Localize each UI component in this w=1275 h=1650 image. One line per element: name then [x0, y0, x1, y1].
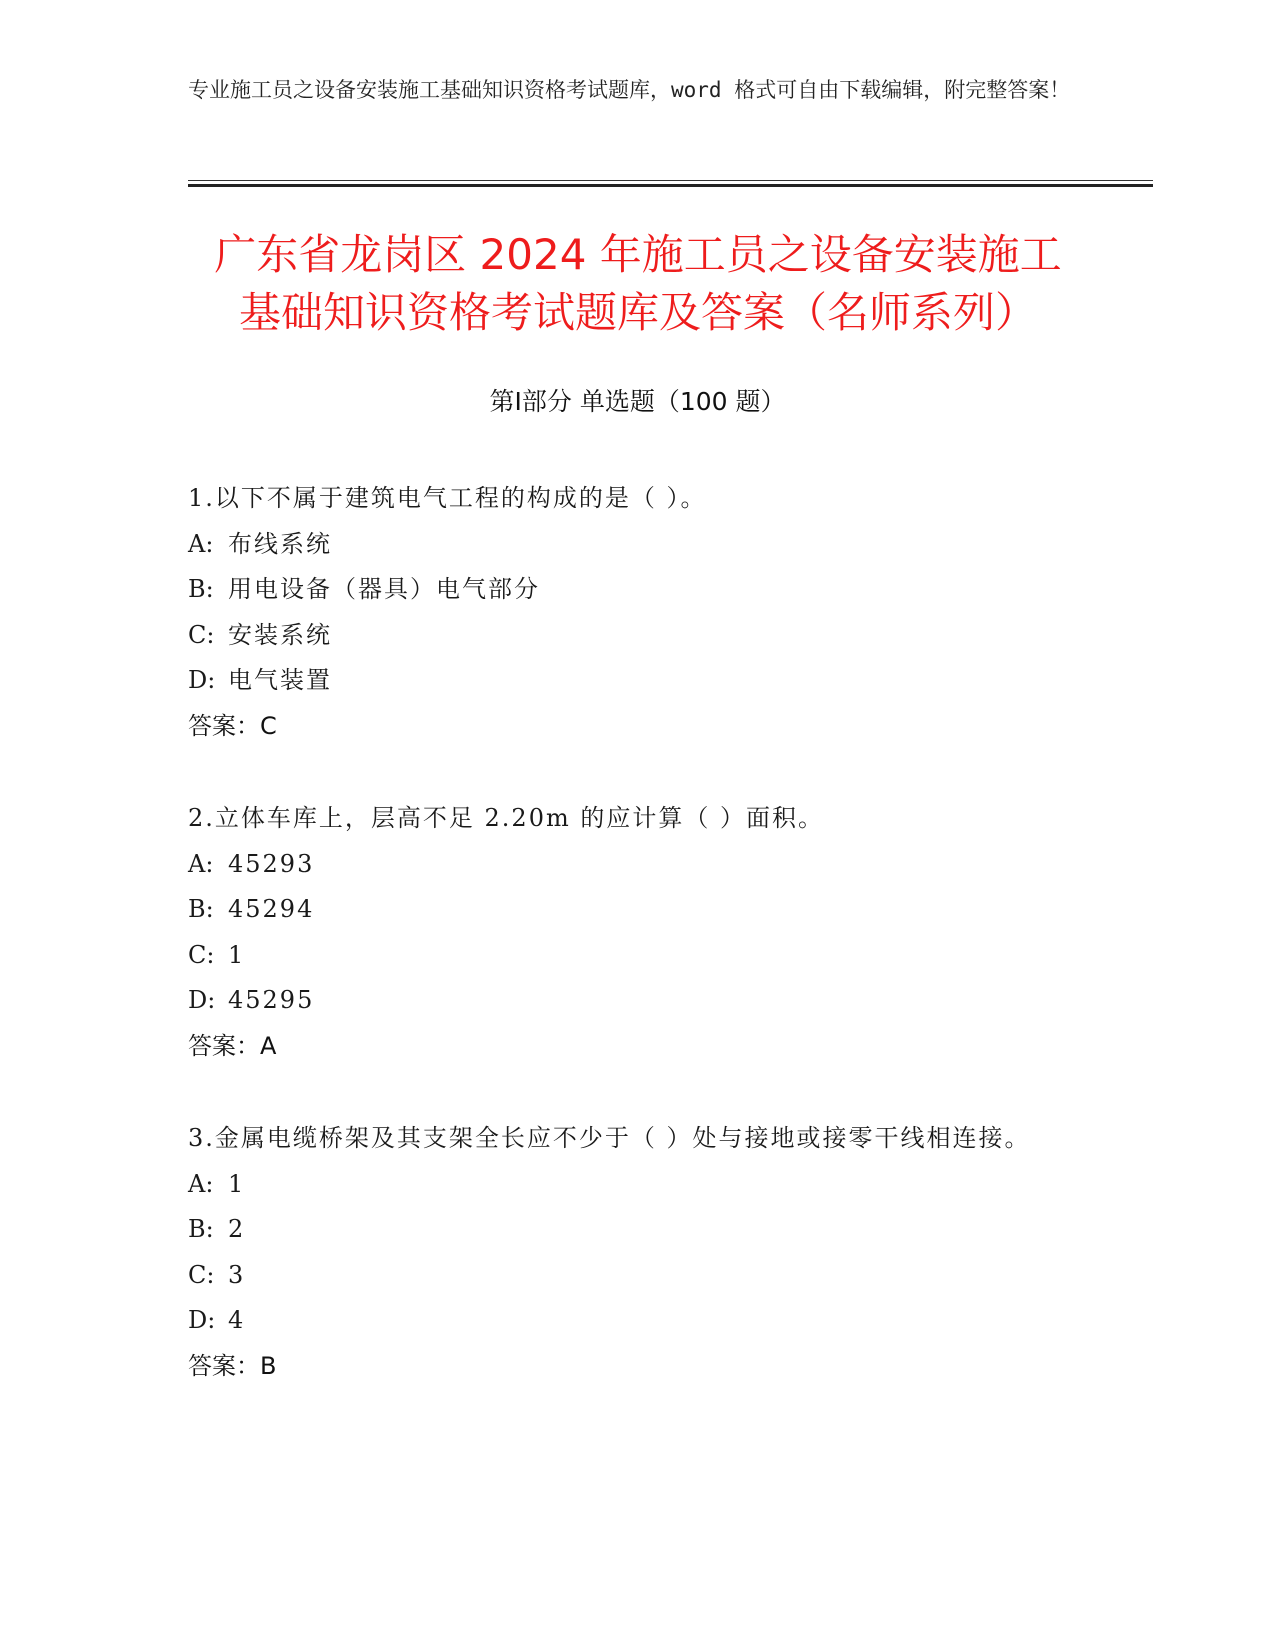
- option-c: [188, 933, 1088, 979]
- question-2: [188, 796, 1088, 1069]
- header-divider-thin: [188, 180, 1153, 181]
- option-letter: B:: [188, 895, 214, 923]
- document-title: [188, 226, 1088, 342]
- option-a: [188, 1162, 1088, 1208]
- question-text: 2.立体车库上，层高不足 2.20m 的应计算（ ）面积。: [188, 804, 824, 832]
- section-heading: 第Ⅰ部分 单选题（100 题）: [489, 387, 786, 416]
- option-letter: B:: [188, 575, 214, 603]
- option-letter: C:: [188, 620, 215, 649]
- option-b: [188, 1207, 1088, 1253]
- option-text: 布线系统: [228, 529, 332, 558]
- answer-line: 答案：C: [188, 711, 277, 740]
- option-text: 45295: [228, 986, 315, 1014]
- option-text: 4: [228, 1306, 246, 1334]
- question-text: 1.以下不属于建筑电气工程的构成的是（ ）。: [188, 484, 707, 512]
- question-1: [188, 476, 1088, 749]
- option-text: 电气装置: [228, 666, 332, 694]
- option-d: [188, 658, 1088, 704]
- question-list: [188, 476, 1088, 1436]
- header-note: 专业施工员之设备安装施工基础知识资格考试题库，word 格式可自由下载编辑，附完整答案！: [188, 78, 1071, 102]
- header-divider-thick: [188, 184, 1153, 187]
- option-letter: D:: [188, 666, 216, 694]
- option-letter: C:: [188, 940, 215, 969]
- option-text: 用电设备（器具）电气部分: [228, 575, 540, 603]
- option-letter: A:: [188, 849, 214, 878]
- option-a: [188, 522, 1088, 568]
- answer-line: 答案：A: [188, 1031, 277, 1060]
- option-letter: B:: [188, 1215, 214, 1243]
- option-a: [188, 842, 1088, 888]
- title-line-2: 基础知识资格考试题库及答案（名师系列）: [238, 288, 1037, 337]
- option-text: 45293: [228, 849, 315, 878]
- option-d: [188, 1298, 1088, 1344]
- option-c: [188, 1253, 1088, 1299]
- option-letter: D:: [188, 1306, 216, 1334]
- option-b: [188, 887, 1088, 933]
- option-d: [188, 978, 1088, 1024]
- option-letter: A:: [188, 1169, 214, 1198]
- answer-line: 答案：B: [188, 1351, 277, 1380]
- option-text: 1: [228, 940, 246, 969]
- option-text: 45294: [228, 895, 315, 923]
- option-c: [188, 613, 1088, 659]
- option-text: 1: [228, 1169, 246, 1198]
- option-text: 3: [228, 1260, 246, 1289]
- option-text: 安装系统: [228, 620, 332, 649]
- option-letter: A:: [188, 529, 214, 558]
- option-letter: D:: [188, 986, 216, 1014]
- option-text: 2: [228, 1215, 246, 1243]
- question-text: 3.金属电缆桥架及其支架全长应不少于（ ）处与接地或接零干线相连接。: [188, 1124, 1031, 1152]
- question-3: [188, 1116, 1088, 1389]
- title-line-1: 广东省龙岗区 2024 年施工员之设备安装施工: [214, 230, 1062, 279]
- option-letter: C:: [188, 1260, 215, 1289]
- option-b: [188, 567, 1088, 613]
